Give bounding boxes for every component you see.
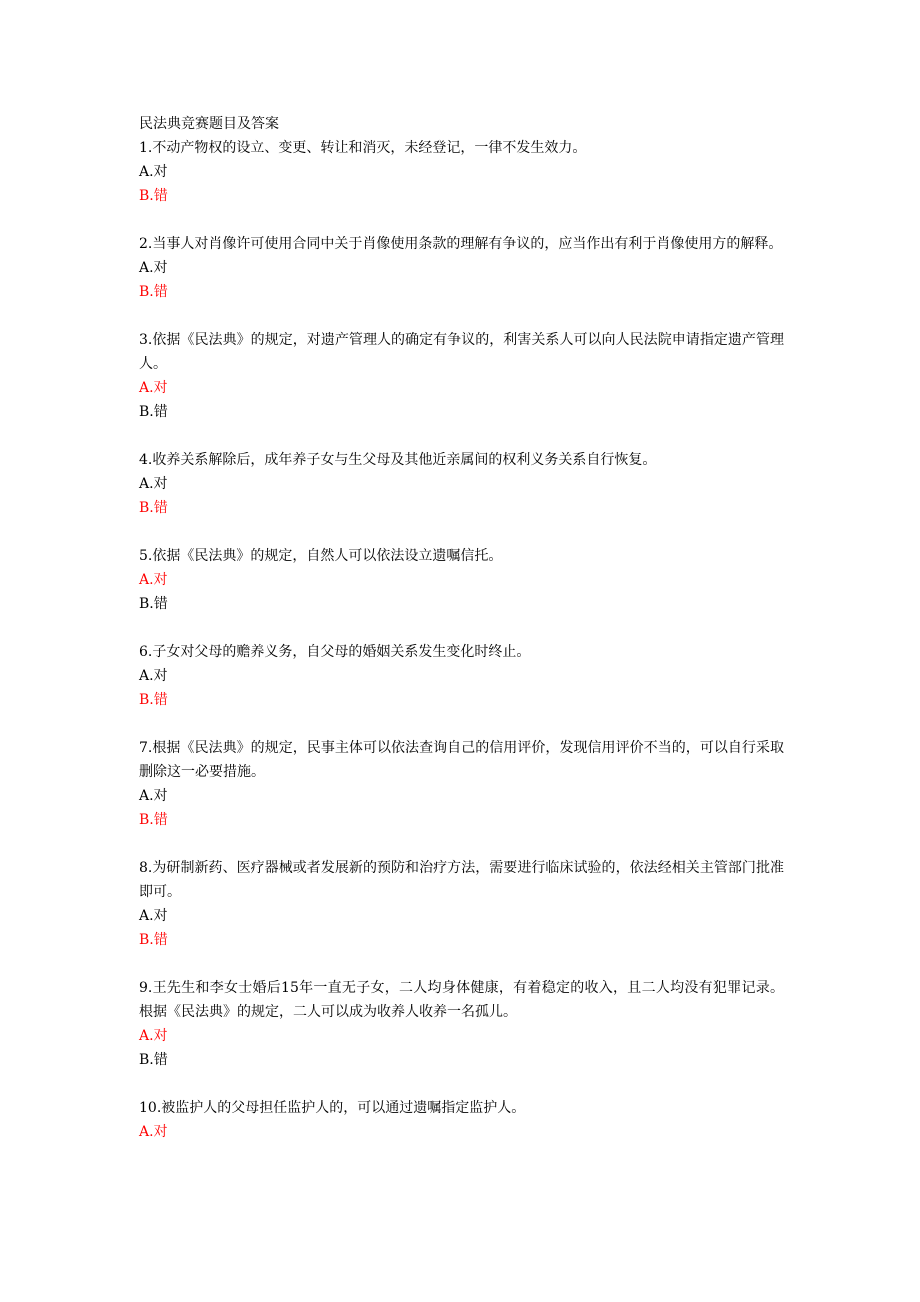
- question-item: [139, 736, 784, 832]
- document-title: 民法典竞赛题目及答案: [139, 116, 279, 132]
- option-a: A.对: [139, 260, 168, 276]
- option-b: B.错: [139, 596, 168, 612]
- option-b: B.错: [139, 812, 168, 828]
- question-text: 7.根据《民法典》的规定，民事主体可以依法查询自己的信用评价，发现信用评价不当的，可以自行采取删除这一必要措施。: [139, 740, 784, 780]
- question-text: 1.不动产物权的设立、变更、转让和消灭，未经登记，一律不发生效力。: [139, 140, 587, 156]
- question-list: [139, 136, 784, 1144]
- question-text: 10.被监护人的父母担任监护人的，可以通过遗嘱指定监护人。: [139, 1100, 526, 1116]
- option-a: A.对: [139, 476, 168, 492]
- question-text: 8.为研制新药、医疗器械或者发展新的预防和治疗方法，需要进行临床试验的，依法经相关主管部门批准即可。: [139, 860, 784, 900]
- option-a: A.对: [139, 908, 168, 924]
- question-text: 9.王先生和李女士婚后15年一直无子女，二人均身体健康，有着稳定的收入，且二人均没有犯罪记录。根据《民法典》的规定，二人可以成为收养人收养一名孤儿。: [139, 980, 784, 1020]
- option-a: A.对: [139, 1028, 168, 1044]
- question-text: 2.当事人对肖像许可使用合同中关于肖像使用条款的理解有争议的，应当作出有利于肖像使用方的解释。: [139, 236, 783, 252]
- question-item: [139, 1096, 784, 1144]
- question-text: 5.依据《民法典》的规定，自然人可以依法设立遗嘱信托。: [139, 548, 503, 564]
- question-item: [139, 232, 784, 304]
- question-item: [139, 136, 784, 208]
- option-a: A.对: [139, 668, 168, 684]
- option-a: A.对: [139, 788, 168, 804]
- option-a: A.对: [139, 572, 168, 588]
- option-b: B.错: [139, 500, 168, 516]
- document-page: [139, 112, 784, 1168]
- question-item: [139, 856, 784, 952]
- option-b: B.错: [139, 692, 168, 708]
- question-text: 4.收养关系解除后，成年养子女与生父母及其他近亲属间的权利义务关系自行恢复。: [139, 452, 657, 468]
- question-item: [139, 328, 784, 424]
- option-b: B.错: [139, 284, 168, 300]
- question-item: [139, 544, 784, 616]
- question-text: 6.子女对父母的赡养义务，自父母的婚姻关系发生变化时终止。: [139, 644, 531, 660]
- option-a: A.对: [139, 1124, 168, 1140]
- question-text: 3.依据《民法典》的规定，对遗产管理人的确定有争议的，利害关系人可以向人民法院申请指定遗产管理人。: [139, 332, 784, 372]
- option-b: B.错: [139, 188, 168, 204]
- question-item: [139, 976, 784, 1072]
- option-a: A.对: [139, 380, 168, 396]
- option-b: B.错: [139, 404, 168, 420]
- option-b: B.错: [139, 932, 168, 948]
- option-a: A.对: [139, 164, 168, 180]
- question-item: [139, 640, 784, 712]
- question-item: [139, 448, 784, 520]
- option-b: B.错: [139, 1052, 168, 1068]
